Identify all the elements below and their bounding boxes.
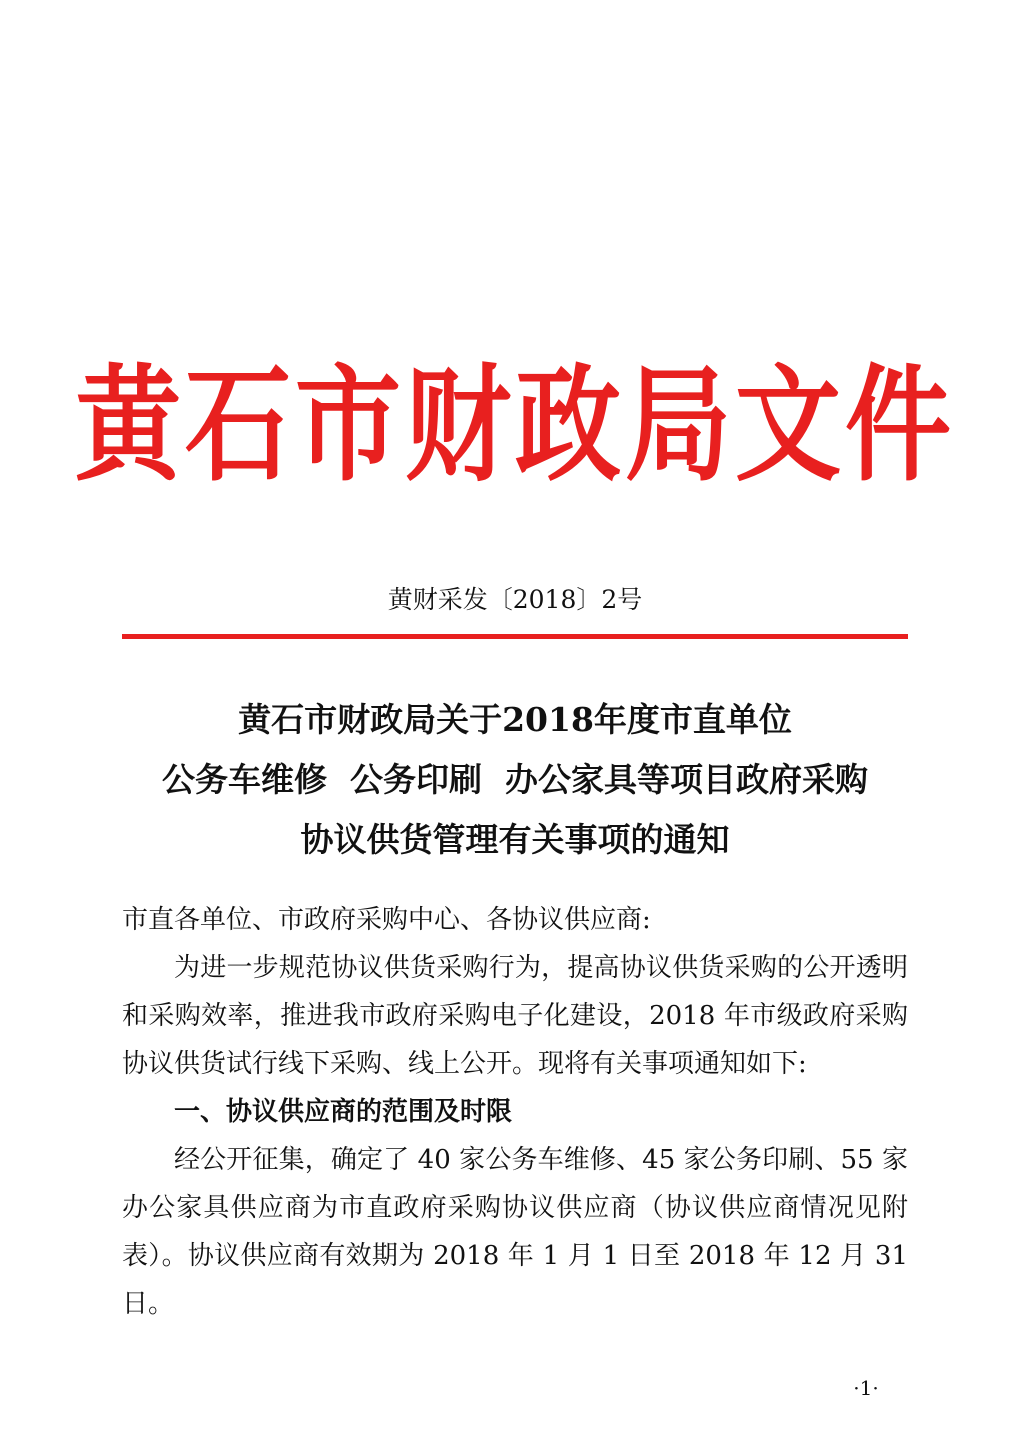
page-number: ·1· [853,1376,879,1400]
section-1-paragraph: 经公开征集，确定了 40 家公务车维修、45 家公务印刷、55 家办公家具供应商为市直政府采购协议供应商（协议供应商情况见附表）。协议供应商有效期为 2018 年 1 月 1 日至 2018 年 12 月 31 日。 [122,1145,908,1319]
document-header-title: 黄石市财政局文件 [75,350,955,499]
salutation: 市直各单位、市政府采购中心、各协议供应商: [122,905,651,935]
red-divider-line [122,634,908,639]
notice-title-line-1: 黄石市财政局关于2018年度市直单位 [238,700,792,739]
notice-title-line-2: 公务车维修 公务印刷 办公家具等项目政府采购 [162,760,868,799]
notice-title [0,690,1030,870]
intro-paragraph: 为进一步规范协议供货采购行为，提高协议供货采购的公开透明和采购效率，推进我市政府采购电子化建设，2018 年市级政府采购协议供货试行线下采购、线上公开。现将有关事项通知如下: [122,953,908,1079]
section-heading-1: 一、协议供应商的范围及时限 [174,1097,513,1127]
body-text [122,896,908,1328]
document-number: 黄财采发〔2018〕2号 [387,585,643,614]
notice-title-line-3: 协议供货管理有关事项的通知 [300,820,730,859]
